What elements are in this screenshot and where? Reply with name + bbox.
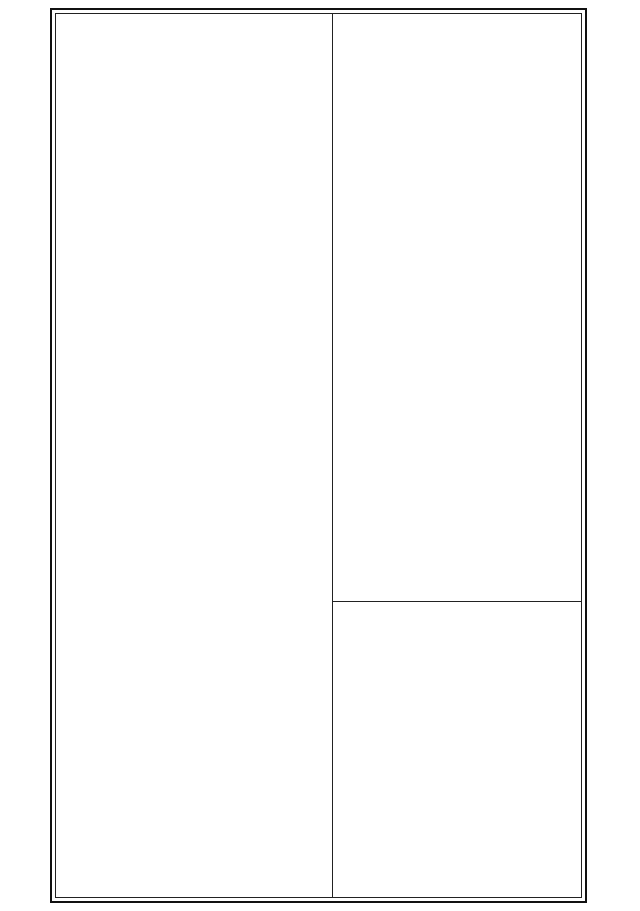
page-frame-inner bbox=[55, 13, 582, 898]
center-divider bbox=[332, 13, 333, 898]
lower-section-divider bbox=[333, 601, 582, 602]
